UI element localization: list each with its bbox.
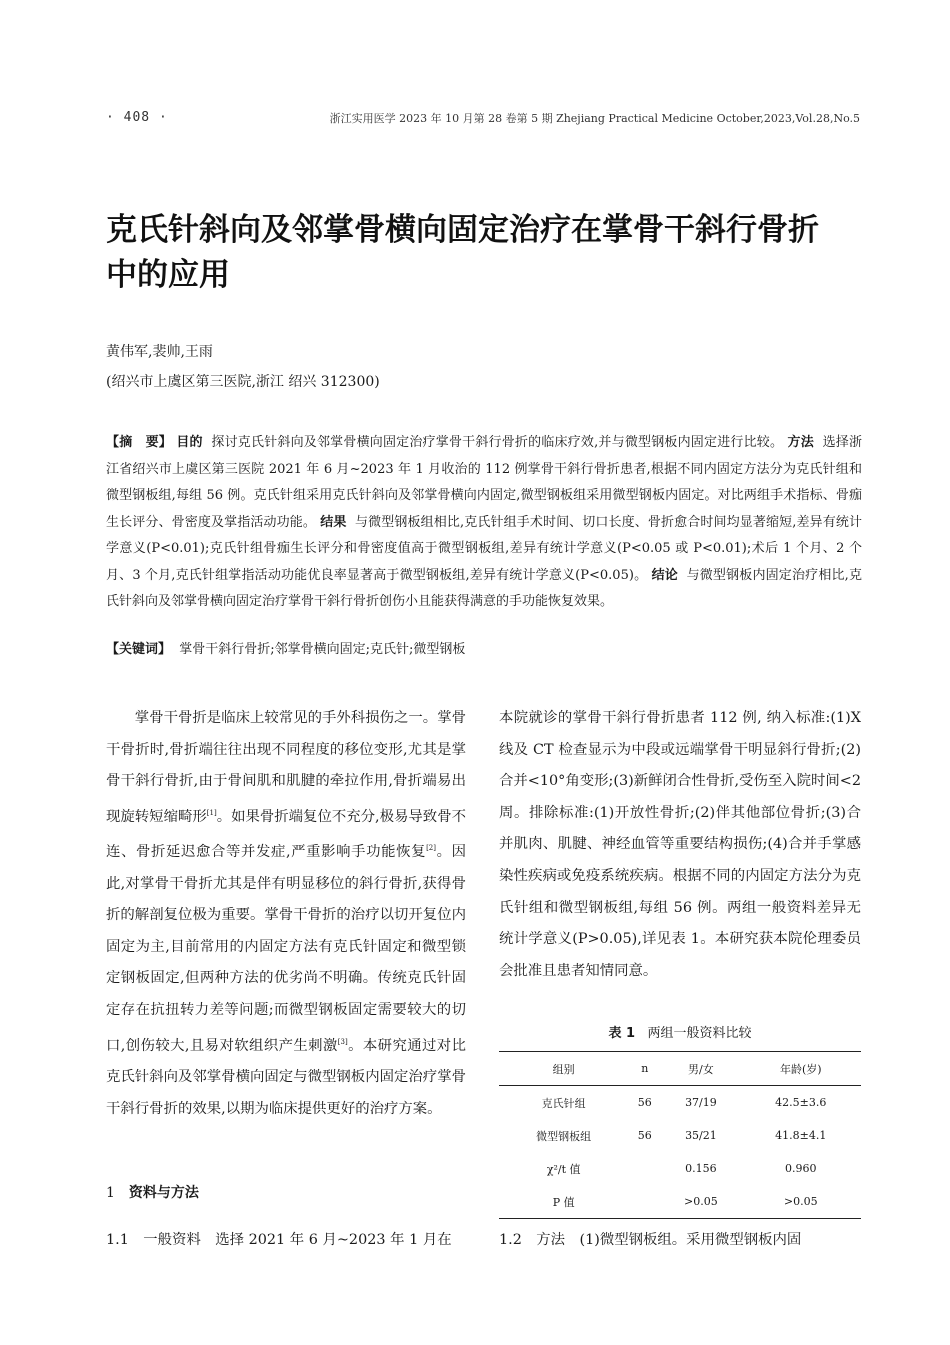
left-column: [106, 703, 466, 1125]
right-column-text: 本院就诊的掌骨干斜行骨折患者 112 例, 纳入标准:(1)X 线及 CT 检查显示为中段或远端掌骨干明显斜行骨折;(2)合并<10°角变形;(3)新鲜闭合性骨折,受伤至入院时间<2 周。排除标准:(1)开放性骨折;(2)伴其他部位骨折;(3)合并肌肉、肌腱、神经血管等重要结构损伤;(4)合并手掌感染性疾病或免疫系统疾病。根据不同的内固定方法分为克氏针组和微型钢板组,每组 56 例。两组一般资料差异无统计学意义(P>0.05),详见表 1。本研究获本院伦理委员会批准且患者知情同意。: [499, 710, 862, 979]
table-cell: 42.5±3.6: [775, 1096, 827, 1109]
intro-text-2: 。如果骨折端复位不充分,极易导致骨不连、骨折延迟愈合等并发症,严重影响手功能恢复: [106, 808, 466, 860]
ref-1: [1]: [206, 808, 217, 817]
journal-header: 浙江实用医学 2023 年 10 月第 28 卷第 5 期 Zhejiang Practical Medicine October,2023,Vol.28,No.5: [329, 112, 860, 125]
table-cell: 41.8±4.1: [775, 1129, 827, 1142]
intro-paragraph: [106, 703, 466, 1125]
intro-text-3: 。因此,对掌骨干骨折尤其是伴有明显移位的斜行骨折,获得骨折的解剖复位极为重要。掌骨干骨折的治疗以切开复位内固定为主,目前常用的内固定方法有克氏针固定和微型锁定钢板固定,但两种方法的优劣尚不明确。传统克氏针固定存在抗扭转力差等问题;而微型钢板固定需要较大的切口,创伤较大,且易对软组织产生刺激: [106, 843, 466, 1054]
keywords: [106, 637, 862, 663]
ref-2: [2]: [426, 844, 436, 853]
table-row: [499, 1119, 861, 1152]
results-label: 结果: [320, 514, 347, 530]
table-cell: χ²/t 值: [546, 1162, 581, 1176]
methods-label: 方法: [787, 435, 814, 450]
table-cell: P 值: [552, 1195, 575, 1209]
conclusion-label: 结论: [651, 567, 678, 583]
table-cell: [628, 1152, 661, 1185]
col-header: n: [641, 1062, 649, 1075]
section-1-2: 1.2 方法 (1)微型钢板组。采用微型钢板内固: [499, 1232, 802, 1248]
article-title: 克氏针斜向及邻掌骨横向固定治疗在掌骨干斜行骨折中的应用: [106, 212, 819, 293]
results-text: 与微型钢板组相比,克氏针组手术时间、切口长度、骨折愈合时间均显著缩短,差异有统计学意义(P<0.01);克氏针组骨痂生长评分和骨密度值高于微型钢板组,差异有统计学意义(P<0.05 或 P<0.01);术后 1 个月、2 个月、3 个月,克氏针组掌指活动功能优良率显著高于微型钢板组,差异有统计学意义(P<0.05)。: [106, 514, 862, 583]
table-row: [499, 1152, 861, 1185]
table-1: [499, 1051, 861, 1219]
affiliation: (绍兴市上虞区第三医院,浙江 绍兴 312300): [106, 374, 380, 390]
objective-text: 探讨克氏针斜向及邻掌骨横向固定治疗掌骨干斜行骨折的临床疗效,并与微型钢板内固定进行比较。: [211, 435, 784, 450]
authors: 黄伟军,裴帅,王雨: [106, 344, 213, 360]
objective-label: 目的: [176, 435, 203, 450]
table-cell: 0.960: [785, 1162, 817, 1175]
keywords-text: 掌骨干斜行骨折;邻掌骨横向固定;克氏针;微型钢板: [179, 642, 466, 657]
section-1-title: 资料与方法: [128, 1185, 199, 1201]
abstract: [106, 430, 862, 616]
table-cell: 35/21: [685, 1129, 717, 1142]
table-cell: 56: [637, 1096, 652, 1109]
table-label: 表 1: [608, 1026, 636, 1041]
table-cell: 克氏针组: [541, 1096, 586, 1110]
table-title: 两组一般资料比较: [647, 1026, 752, 1041]
intro-text-4: 。本研究通过对比克氏针斜向及邻掌骨横向固定与微型钢板内固定治疗掌骨干斜行骨折的效果,以期为临床提供更好的治疗方案。: [106, 1037, 466, 1117]
col-header: 组别: [552, 1062, 575, 1076]
table-header-row: [499, 1052, 861, 1086]
table-row: [499, 1185, 861, 1219]
conclusion-text: 与微型钢板内固定治疗相比,克氏针斜向及邻掌骨横向固定治疗掌骨干斜行骨折创伤小且能获得满意的手功能恢复效果。: [106, 567, 862, 609]
table-cell: >0.05: [783, 1195, 818, 1208]
table-caption: [499, 1022, 861, 1041]
col-header: 男/女: [688, 1062, 714, 1076]
intro-text-1: 掌骨干骨折是临床上较常见的手外科损伤之一。掌骨干骨折时,骨折端往往出现不同程度的移位变形,尤其是掌骨干斜行骨折,由于骨间肌和肌腱的牵拉作用,骨折端易出现旋转短缩畸形: [106, 710, 466, 825]
table-cell: 37/19: [685, 1096, 717, 1109]
section-1-1: 1.1 一般资料 选择 2021 年 6 月~2023 年 1 月在: [106, 1232, 452, 1248]
table-cell: >0.05: [684, 1195, 718, 1208]
section-1-heading: [106, 1182, 199, 1202]
page-number: · 408 ·: [106, 110, 168, 125]
table-cell: 微型钢板组: [536, 1129, 592, 1143]
section-1-number: 1: [106, 1185, 115, 1201]
methods-text: 选择浙江省绍兴市上虞区第三医院 2021 年 6 月~2023 年 1 月收治的 112 例掌骨干斜行骨折患者,根据不同内固定方法分为克氏针组和微型钢板组,每组 56 例。克氏针组采用克氏针斜向及邻掌骨横向内固定,微型钢板组采用微型钢板内固定。对比两组手术指标、骨痂生长评分、骨密度及掌指活动功能。: [106, 435, 863, 530]
ref-3: [3]: [337, 1037, 348, 1046]
table-cell: 0.156: [685, 1162, 717, 1175]
abstract-label: 【摘 要】: [106, 435, 172, 450]
col-header: 年龄(岁): [779, 1062, 822, 1076]
keywords-label: 【关键词】: [106, 642, 172, 657]
table-cell: 56: [637, 1129, 652, 1142]
table-cell: [628, 1185, 661, 1219]
table-row: [499, 1086, 861, 1120]
